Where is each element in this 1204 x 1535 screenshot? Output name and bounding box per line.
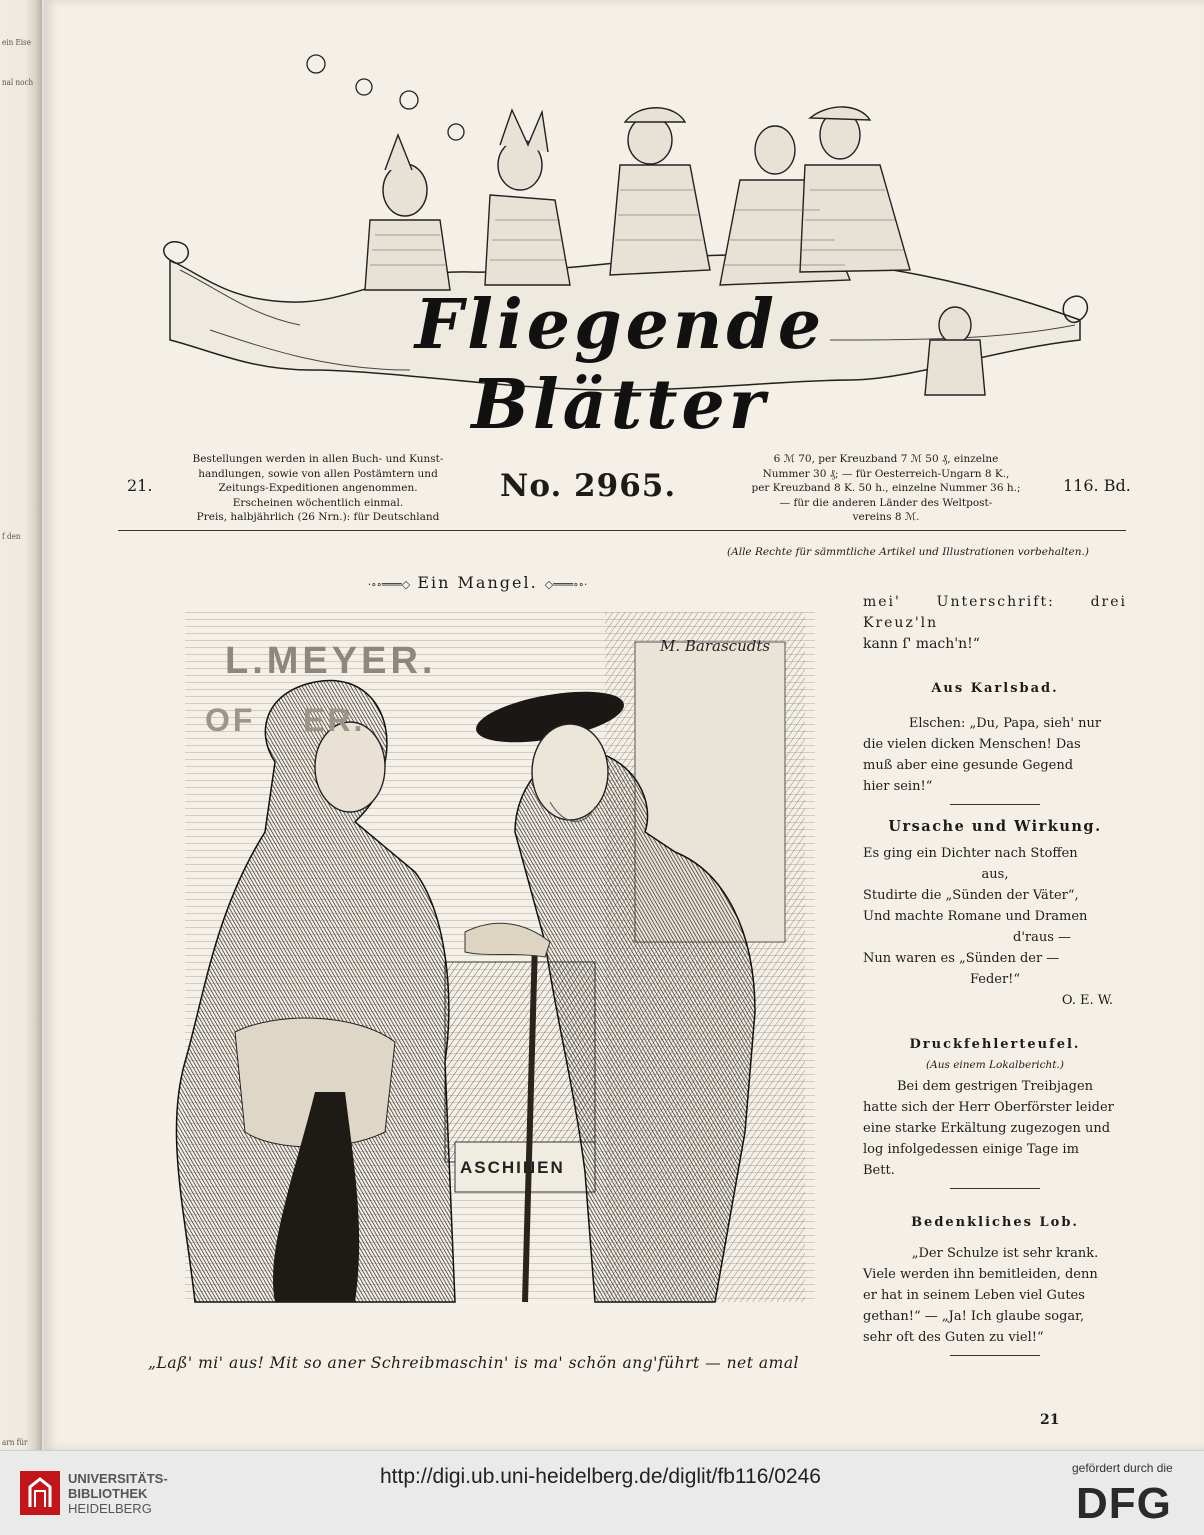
binding-fragment: arn für [2,1438,28,1447]
verse-line: Studirte die „Sünden der Väter“, [863,888,1079,903]
ornament-right-icon: ◇═══∘∘· [544,578,588,591]
header-rule [118,530,1126,531]
info-line: Preis, halbjährlich (26 Nrn.): für Deutschland [196,511,440,523]
volume-right: 116. Bd. [1063,476,1131,495]
artist-signature: M. Barascudts [660,637,771,655]
continuation-line: mei' Unterschrift: drei Kreuz'ln [863,594,1127,631]
section-title: Druckfehlerteufel. [909,1037,1081,1052]
section-karlsbad [863,678,1127,812]
text-line: Bett. [863,1163,895,1178]
text-line: gethan!“ — „Ja! Ich glaube sogar, [863,1309,1085,1324]
masthead-title: Fliegende Blätter [414,285,826,445]
verse-line: Es ging ein Dichter nach Stoffen [863,846,1078,861]
text-line: Viele werden ihn bemitleiden, denn [863,1267,1098,1282]
section-divider [950,804,1040,805]
continuation-line: kann ſ' mach'n!“ [863,636,980,652]
info-line: Nummer 30 ₰; — für Oesterreich-Ungarn 8 K., [762,467,1010,480]
verse-line: Nun waren es „Sünden der — [863,951,1060,966]
text-line: Elschen: „Du, Papa, sieh' nur [908,716,1102,731]
page-number: 21 [1040,1412,1060,1428]
university-logo-icon[interactable] [20,1471,60,1515]
text-line: „Der Schulze ist sehr krank. [911,1246,1099,1261]
illustration-caption: „Laß' mi' aus! Mit so aner Schreibmaschin' is ma' schön ang'führt — net amal [148,1354,800,1372]
article-title-line [330,573,625,592]
author-signature: O. E. W. [1061,993,1113,1008]
info-line: handlungen, sowie von allen Postämtern und [198,467,438,480]
university-name[interactable] [68,1471,168,1516]
info-line: Zeitungs-Expeditionen angenommen. [218,482,418,494]
binding-fragment: ein Eise [2,38,32,47]
shop-sign-bottom: ASCHINEN [460,1158,565,1177]
verse-line: Feder!“ [969,972,1021,987]
text-line: muß aber eine gesunde Gegend [863,758,1074,773]
previous-page-edge [0,0,42,1450]
text-line: Bei dem gestrigen Treibjagen [896,1079,1094,1094]
section-title: Ursache und Wirkung. [888,818,1102,835]
info-line: vereins 8 ℳ. [852,511,920,523]
verse-line: aus, [981,867,1009,882]
text-line: hier sein!“ [863,779,933,794]
info-line: 6 ℳ 70, per Kreuzband 7 ℳ 50 ₰, einzelne [773,453,999,465]
permalink-url[interactable]: http://digi.ub.uni-heidelberg.de/diglit/fb116/0246 [380,1465,821,1488]
soap-bubbles-icon [307,55,464,140]
price-info [727,452,1045,525]
info-line: per Kreuzband 8 K. 50 h., einzelne Nummer 36 h.; [751,482,1021,494]
dfg-logo[interactable]: DFG [1076,1479,1172,1528]
info-line: Erscheinen wöchentlich einmal. [232,496,404,509]
section-divider [950,1188,1040,1189]
section-subtitle: (Aus einem Lokalbericht.) [926,1059,1064,1071]
info-line: — für die anderen Länder des Weltpost- [779,496,993,509]
section-divider [950,1355,1040,1356]
text-line: hatte sich der Herr Oberförster leider [863,1100,1114,1115]
section-title: Bedenkliches Lob. [911,1215,1079,1230]
section-title: Aus Karlsbad. [931,681,1059,696]
university-line: HEIDELBERG [68,1501,152,1516]
viewer-footer [0,1450,1204,1535]
verse-line: d'raus — [1013,930,1072,945]
number-left: 21. [127,476,153,495]
text-line: log infolgedessen einige Tage im [863,1142,1079,1157]
article-illustration [155,612,815,1344]
section-ursache [863,816,1127,1011]
caption-continuation [863,592,1127,655]
text-line: eine starke Erkältung zugezogen und [863,1121,1111,1136]
ornament-left-icon: ·∘∘═══◇ [367,578,411,591]
binding-fragment: f den [2,532,21,541]
university-line: UNIVERSITÄTS- [68,1471,168,1486]
info-line: Bestellungen werden in allen Buch- und Kunst- [192,453,444,465]
section-lob [863,1212,1127,1363]
rights-notice: (Alle Rechte für sämmtliche Artikel und Illustrationen vorbehalten.) [727,546,1089,558]
text-line: sehr oft des Guten zu viel!“ [863,1330,1044,1345]
subscription-info [158,452,478,525]
issue-number: No. 2965. [500,468,677,504]
university-line: BIBLIOTHEK [68,1486,148,1501]
sponsor-label: gefördert durch die [1072,1461,1173,1475]
shop-sign-middle: OF ER. [205,702,366,738]
verse-line: Und machte Romane und Dramen [863,909,1088,924]
text-line: er hat in seinem Leben viel Gutes [863,1288,1085,1303]
masthead [150,40,1090,445]
binding-fragment: nal noch [2,78,34,87]
article-title: Ein Mangel. [417,573,538,592]
section-druckfehler [863,1034,1127,1196]
shop-sign-top: L.MEYER. [225,640,437,682]
text-line: die vielen dicken Menschen! Das [863,737,1081,752]
